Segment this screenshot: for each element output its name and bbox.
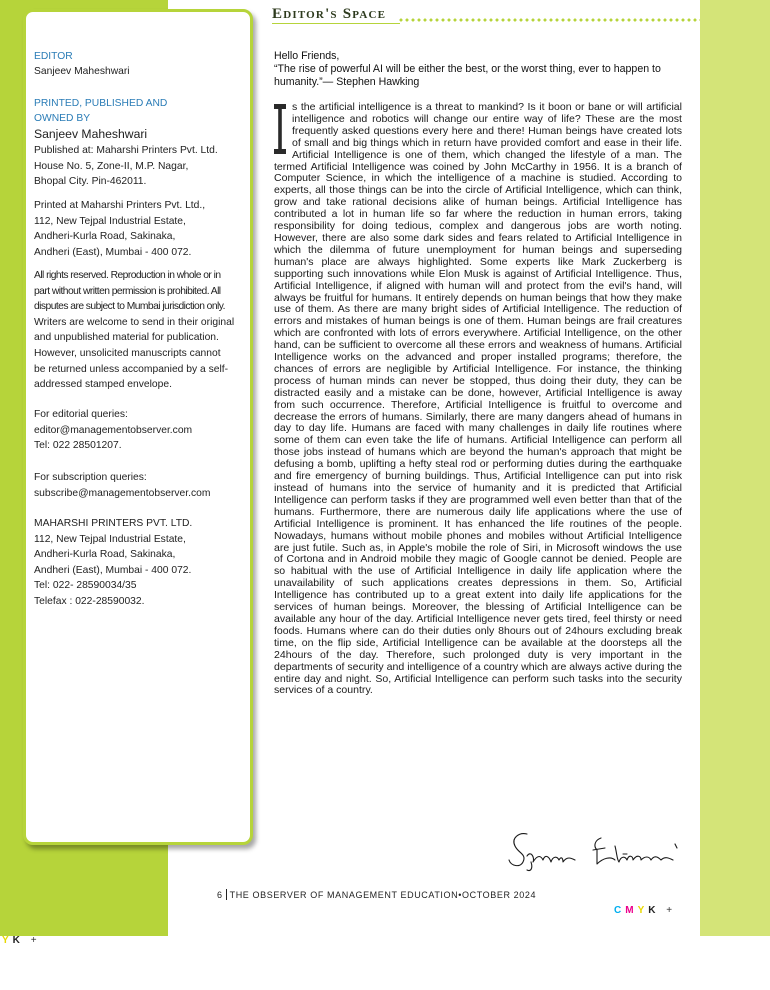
printer-address-line: MAHARSHI PRINTERS PVT. LTD. — [34, 518, 193, 529]
article-quote: “The rise of powerful AI will be either the best, or the worst thing, ever to happen to humanity.”— Stephen Hawking — [274, 63, 661, 88]
publisher-heading-line-2: OWNED BY — [34, 113, 91, 124]
printed-at-line: Andheri (East), Mumbai - 400 072. — [34, 246, 192, 258]
printed-at-line: Andheri-Kurla Road, Sakinaka, — [34, 231, 176, 243]
publisher-name: Sanjeev Maheshwari — [34, 127, 148, 141]
printer-address-line: Telefax : 022-28590032. — [34, 595, 145, 607]
section-title-rule — [272, 23, 400, 24]
published-at-line: House No. 5, Zone-II, M.P. Nagar, — [34, 160, 189, 172]
footer-divider — [226, 889, 227, 900]
editorial-email[interactable]: editor@managementobserver.com — [34, 424, 193, 436]
printer-address-line: Tel: 022- 28590034/35 — [34, 580, 137, 592]
section-title: Editor's Space — [272, 6, 387, 22]
published-at-line: Published at: Maharshi Printers Pvt. Ltd. — [34, 145, 218, 156]
rights-line: and unpublished material for publication. — [34, 332, 219, 344]
editor-heading: EDITOR — [34, 51, 73, 62]
issue-date: OCTOBER 2024 — [462, 890, 537, 900]
drop-cap-icon — [274, 104, 286, 154]
subscription-queries — [34, 470, 248, 501]
printer-address-line: Andheri-Kurla Road, Sakinaka, — [34, 549, 176, 561]
rights-line: be returned unless accompanied by a self- — [34, 363, 229, 375]
editor-name: Sanjeev Maheshwari — [34, 66, 130, 77]
published-at-line: Bhopal City. Pin-462011. — [34, 176, 147, 188]
printed-at-block — [34, 198, 248, 260]
publisher-heading-line-1: PRINTED, PUBLISHED AND — [34, 98, 168, 109]
page-number: 6 — [217, 890, 223, 900]
black-mark: K — [12, 935, 24, 946]
registration-mark-right — [614, 905, 676, 916]
publisher-block — [34, 96, 248, 190]
rights-line: part without written permission is prohibited. All — [34, 285, 221, 297]
black-mark: K — [648, 905, 660, 916]
rights-line: All rights reserved. Reproduction in whole or in — [34, 270, 221, 281]
cyan-mark: C — [614, 905, 626, 916]
editorial-phone: Tel: 022 28501207. — [34, 440, 122, 452]
printed-at-line: 112, New Tejpal Industrial Estate, — [34, 215, 186, 227]
dotted-rule — [398, 18, 700, 22]
signature-icon — [505, 826, 685, 872]
yellow-mark: Y — [637, 905, 649, 916]
right-green-band — [700, 0, 770, 936]
magenta-mark: M — [625, 905, 638, 916]
rights-line: addressed stamped envelope. — [34, 379, 172, 391]
crosshair-icon: + — [666, 905, 677, 916]
subscription-email[interactable]: subscribe@managementobserver.com — [34, 487, 211, 499]
crosshair-icon: + — [30, 935, 41, 946]
rights-line: Writers are welcome to send in their original — [34, 316, 235, 328]
yellow-mark: Y — [2, 935, 13, 946]
rights-notice — [34, 268, 248, 393]
editor-block — [34, 49, 248, 80]
editorial-queries — [34, 407, 248, 454]
printed-at-line: Printed at Maharshi Printers Pvt. Ltd., — [34, 200, 206, 211]
page-footer — [217, 889, 536, 900]
printer-address — [34, 516, 248, 610]
editorial-queries-label: For editorial queries: — [34, 409, 128, 420]
footer-bullet: • — [458, 890, 463, 900]
article-body — [274, 102, 682, 818]
printer-address-line: Andheri (East), Mumbai - 400 072. — [34, 564, 192, 576]
printer-address-line: 112, New Tejpal Industrial Estate, — [34, 533, 186, 545]
publication-name: THE OBSERVER OF MANAGEMENT EDUCATION — [229, 890, 459, 900]
rights-line: disputes are subject to Mumbai jurisdiction only. — [34, 301, 225, 313]
rights-line: However, unsolicited manuscripts cannot — [34, 347, 221, 359]
masthead-panel — [23, 9, 253, 845]
article-greeting: Hello Friends, — [274, 50, 340, 62]
registration-mark-left — [2, 935, 41, 946]
article-body-text: s the artificial intelligence is a threat to mankind? Is it boon or bane or will artificial intelligence and robotics will change our entire way of life? These are the most frequently asked questions every here and there! Human beings have created lots of small and big things which in return have provided comfort and ease in their life. Artificial Intelligence is one of them, which changed the lifestyle of a man. The termed Artificial Intelligence was coined by John McCarthy in 1956. It is a branch of Computer Science, in which the intelligence of a machine is studied. According to experts, all those things can be into the circle of Artificial Intelligence, which can think, grow and take rational decisions alike of human beings. Artificial Intelligence has contributed a lot in human life so far where the reduction in human errors, taking responsibility for doing tedious, complex and dangerous jobs are worth noting. However, there are also some dark sides and fears related to Artificial Intelligence in which the dilemma of future unemployment for human beings and superseding human's place are always highlighted. Some experts like Mark Zuckerberg is supporting such innovations while Elon Musk is against of Artificial Intelligence. Thus, Artificial Intelligence, if aligned with human will and protect from the evil's hand, will always be fruitful for humans. It entirely depends on human beings that how they make use of them. As there are many bright sides of Artificial Intelligence. The reduction of errors and mistakes of human beings is one of them. Human beings are frail creatures which are confronted with lots of errors everywhere. Artificial Intelligence, on the other hand, can be sufficient to overcome all these errors and weakness of humans. Artificial Intelligence works on the advanced and proper installed programs; therefore, the chances of errors are negligible by Artificial Intelligence. For instance, the thinking process of human minds can never be stopped, thus doing their duty, they can be distracted easily and a mistake can be done, however, Artificial Intelligence is away from such occurrence. Therefore, Artificial Intelligence is fruitful to overcome and decrease the errors of humans. Similarly, there are many dangers ahead of humans in day to day life. Humans are faced with many challenges in daily life routines where some of them can even take the life of humans. Artificial Intelligence can perform all those jobs instead of humans which are beyond the human's approach that might be defusing a bomb, uplifting a hefty steal rod or performing duties during the earthquake and fire emergency of burning buildings. Thus, Artificial Intelligence can put into risk instead of humans into the service of humanity and it is predicted that Artificial Intelligence can perform tasks if they are programmed well even better than that of the humans. Furthermore, there are numerous daily life applications where the use of Artificial Intelligence is prominent. It has enhanced the life routines of the people. Nowadays, humans without mobile phones and mobiles without Artificial Intelligence are just futile. Such as, in Apple's mobile the role of Siri, in Microsoft windows the use of Cortona and in Android mobile they magic of Google cannot be denied. People are so habitual with the use of Artificial Intelligence in daily life application where the unavailability of such applications creates depressions in them. So, Artificial Intelligence has contributed up to a great extent into daily life applications for the services of human beings. Moreover, the blessing of Artificial Intelligence can be available any hour of the day. Artificial Intelligence never gets tired, feel thirsty or need foods. Humans where can do their duties only 8hours out of 24hours excluding break time, on the flip side, Artificial Intelligence can be available at the doorsteps all the 24hours of the day. Therefore, such prolonged duty is very important in the departments of security and intelligence of a country which are always active during the entire day and night. So, Artificial Intelligence can perform such tasks into the security services of a country. — [274, 102, 682, 697]
subscription-queries-label: For subscription queries: — [34, 472, 147, 483]
